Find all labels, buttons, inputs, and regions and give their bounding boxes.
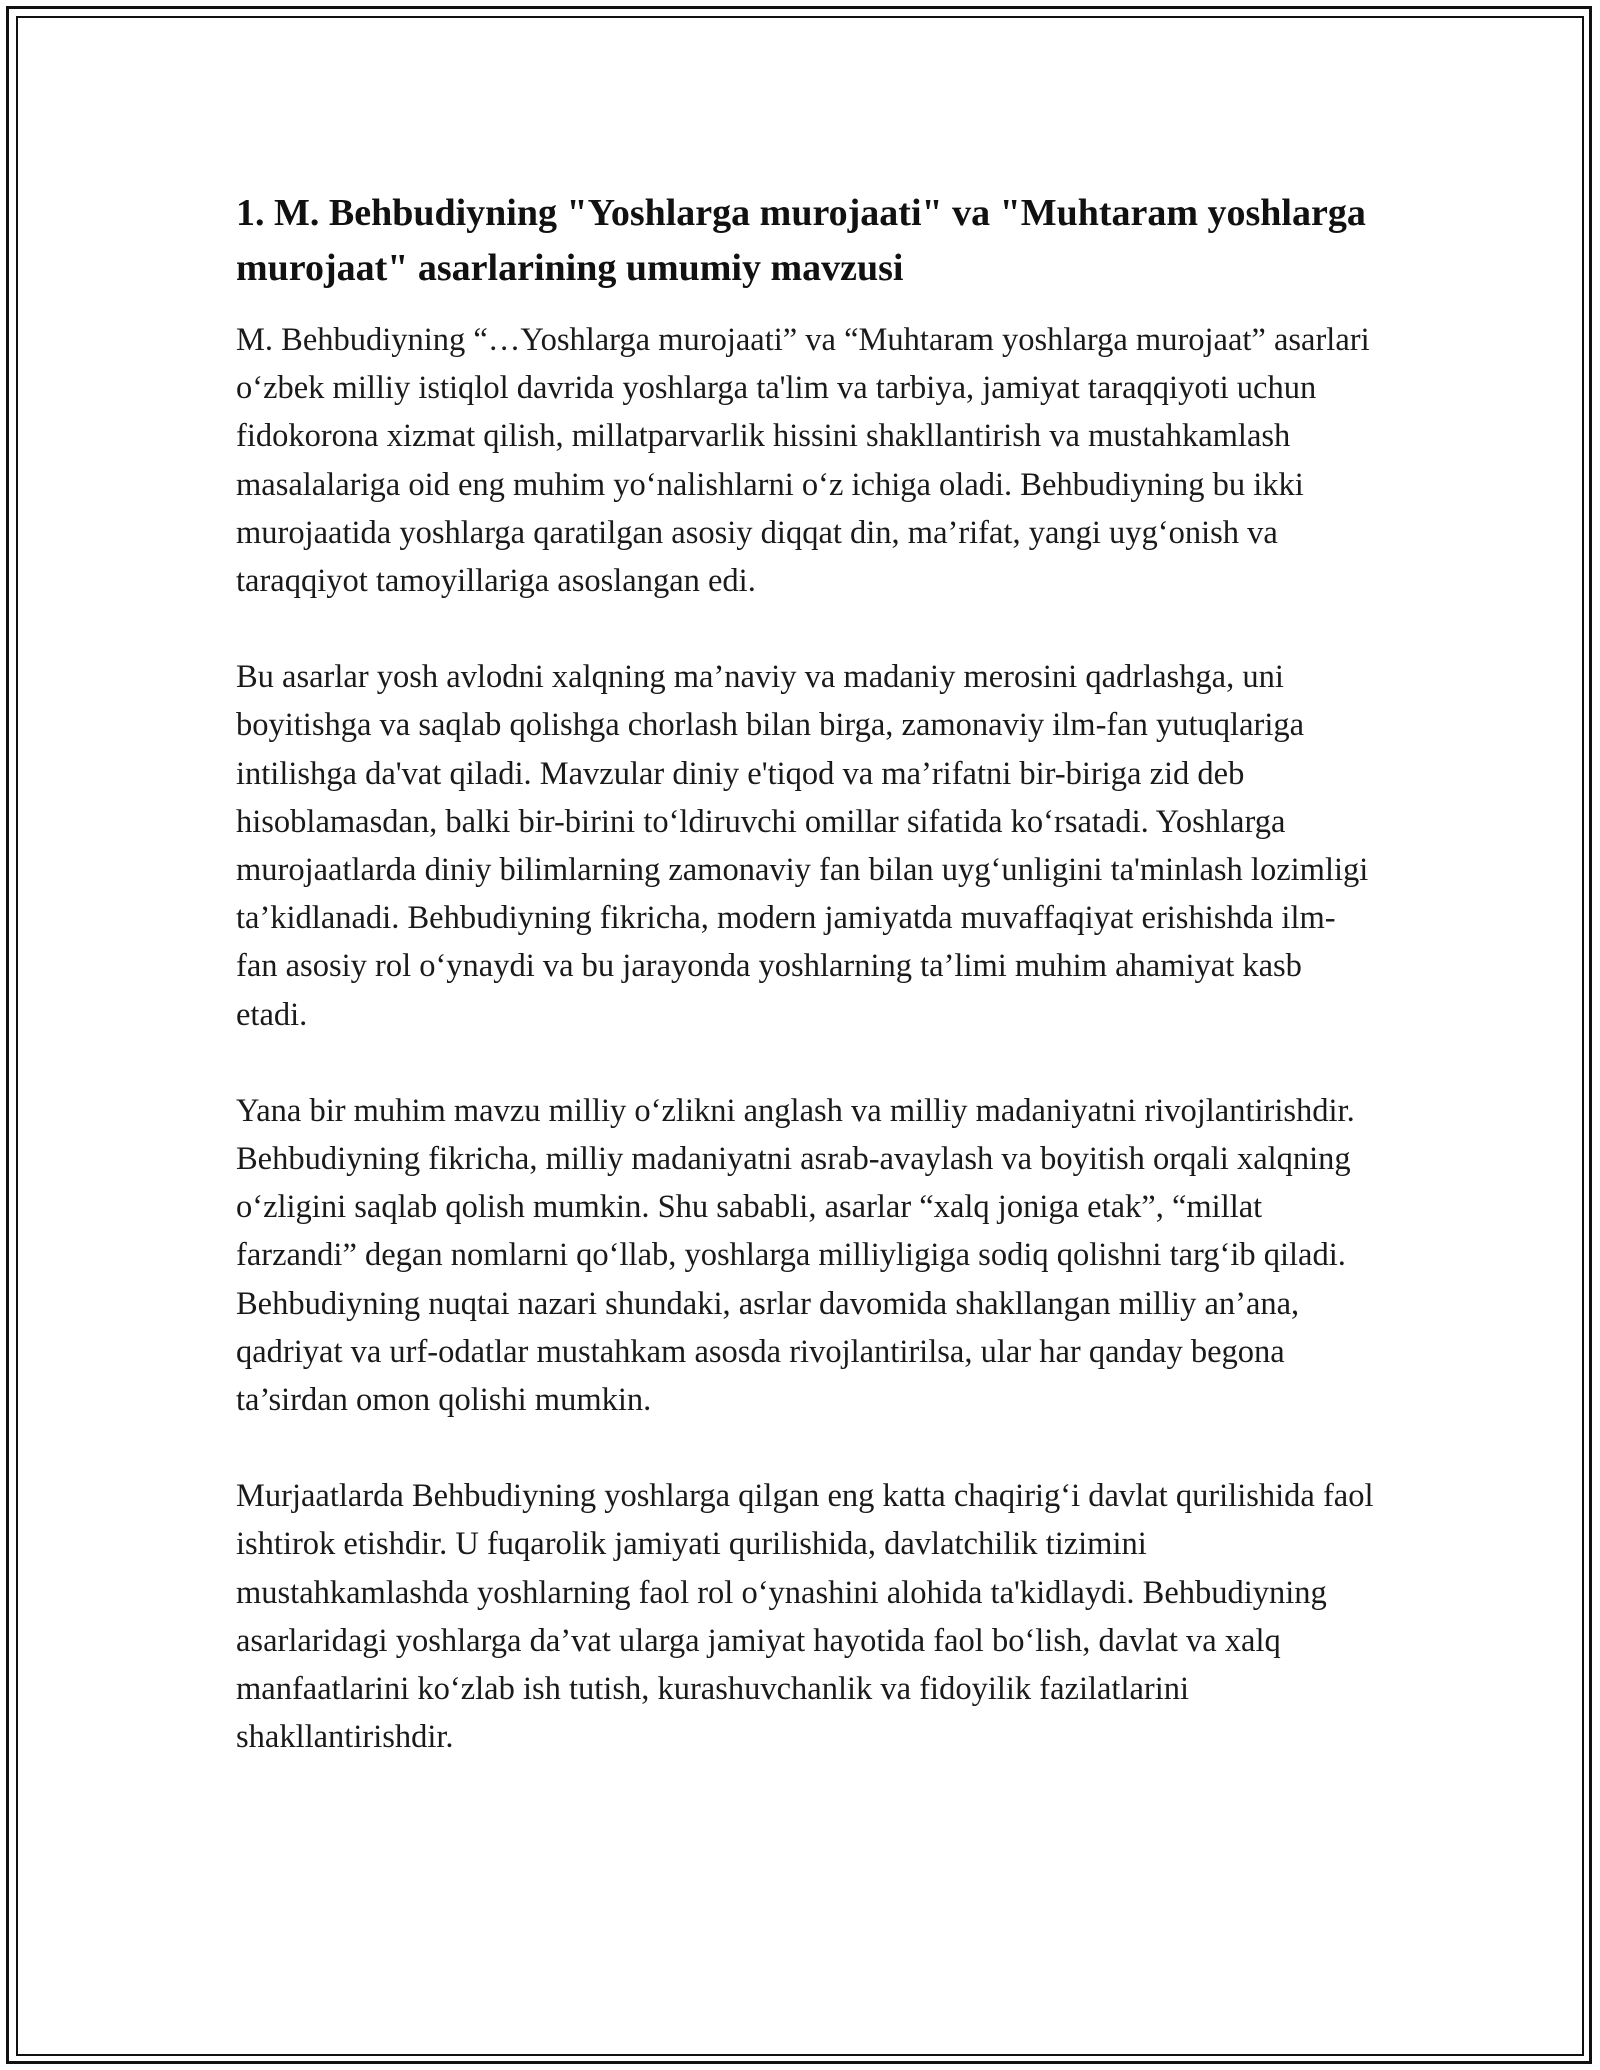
paragraph-4: Murjaatlarda Behbudiyning yoshlarga qilgan eng katta chaqirig‘i davlat qurilishida faol ishtirok etishdir. U fuqarolik jamiyati qurilishida, davlatchilik tizimini mustahkamlashda yoshlarning faol rol o‘ynashini alohida ta'kidlaydi. Behbudiyning asarlaridagi yoshlarga da’vat ularga jamiyat hayotida faol bo‘lish, davlat va xalq manfaatlarini ko‘zlab ish tutish, kurashuvchanlik va fidoyilik fazilatlarini shakllantirishdir. — [236, 1478, 1374, 1756]
paragraph-1: M. Behbudiyning “…Yoshlarga murojaati” va “Muhtaram yoshlarga murojaat” asarlari o‘zbek milliy istiqlol davrida yoshlarga ta'lim va tarbiya, jamiyat taraqqiyoti uchun fidokorona xizmat qilish, millatparvarlik hissini shakllantirish va mustahkamlash masalalariga oid eng muhim yo‘nalishlarni o‘z ichiga oladi. Behbudiyning bu ikki murojaatida yoshlarga qaratilgan asosiy diqqat din, ma’rifat, yangi uyg‘onish va taraqqiyot tamoyillariga asoslangan edi. — [236, 322, 1370, 600]
paragraph-2: Bu asarlar yosh avlodni xalqning ma’naviy va madaniy merosini qadrlashga, uni boyitishga va saqlab qolishga chorlash bilan birga, zamonaviy ilm-fan yutuqlariga intilishga da'vat qiladi. Mavzular diniy e'tiqod va ma’rifatni bir-biriga zid deb hisoblamasdan, balki bir-birini to‘ldiruvchi omillar sifatida ko‘rsatadi. Yoshlarga murojaatlarda diniy bilimlarning zamonaviy fan bilan uyg‘unligini ta'minlash lozimligi ta’kidlanadi. Behbudiyning fikricha, modern jamiyatda muvaffaqiyat erishishda ilm-fan asosiy rol o‘ynaydi va bu jarayonda yoshlarning ta’limi muhim ahamiyat kasb etadi. — [236, 659, 1369, 1033]
section-heading: 1. M. Behbudiyning "Yoshlarga murojaati" va "Muhtaram yoshlarga murojaat" asarlarining umumiy mavzusi — [236, 192, 1366, 289]
paragraph-3: Yana bir muhim mavzu milliy o‘zlikni anglash va milliy madaniyatni rivojlantirishdir. Behbudiyning fikricha, milliy madaniyatni asrab-avaylash va boyitish orqali xalqning o‘zligini saqlab qolish mumkin. Shu sababli, asarlar “xalq joniga etak”, “millat farzandi” degan nomlarni qo‘llab, yoshlarga milliyligiga sodiq qolishni targ‘ib qiladi. Behbudiyning nuqtai nazari shundaki, asrlar davomida shakllangan milliy an’ana, qadriyat va urf-odatlar mustahkam asosda rivojlantirilsa, ular har qanday begona ta’sirdan omon qolishi mumkin. — [236, 1092, 1355, 1419]
document-body — [236, 186, 1376, 1809]
